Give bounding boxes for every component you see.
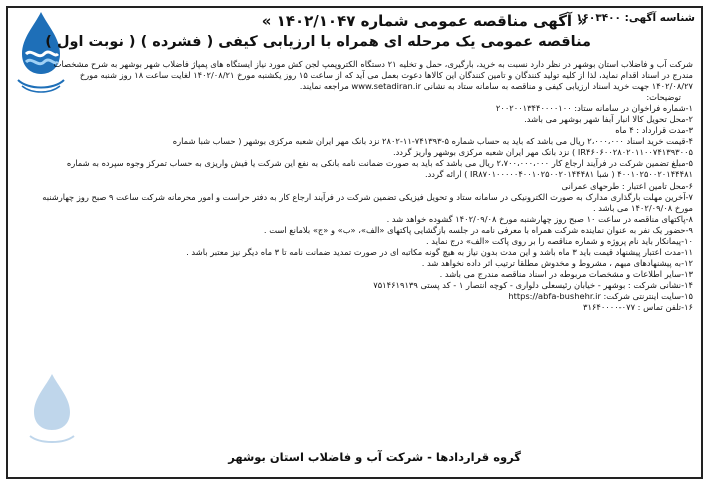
- intro-line: ۱۴۰۲/۰۸/۲۷ جهت خرید اسناد ارزیابی کیفی و مناقصه به سامانه ستاد به نشانی www.setadiran.ir مراجعه نمایند.: [299, 81, 693, 92]
- list-item: ۳-مدت قرارداد : ۴ ماه: [615, 125, 693, 136]
- list-item: ۱۶-تلفن تماس : ۰۷۷-۳۱۶۴۰۰۰۰: [583, 302, 693, 313]
- watermark-logo: [26, 372, 78, 446]
- ad-footer: گروه قراردادها - شرکت آب و فاضلاب استان بوشهر: [228, 450, 521, 464]
- list-item: ۹-حضور یک نفر به عنوان نماینده شرکت همراه با معرفی نامه در جلسه بازگشایی پاکتهای «الف»، «ب» و «ج» بلامانع است .: [263, 224, 693, 235]
- list-item: ۱۲-به پیشنهادهای مبهم ، مشروط و مخدوش مطلقا ترتیب اثر داده نخواهد شد .: [421, 257, 693, 268]
- company-logo: [12, 10, 70, 96]
- list-item: ۶-محل تامین اعتبار : طرحهای عمرانی: [561, 180, 693, 191]
- list-item: مورخ ۱۴۰۲/۰۹/۰۸ می باشد .: [592, 202, 693, 213]
- intro-line: مندرج در اسناد اقدام نماید، لذا از کلیه تولید کنندگان و تامین کنندگان این کالاها دعوت بعمل می آید که از ساعت ۱۵ روز یکشنبه مورخ ۱۴۰۲/۰۸/۲۱ لغایت ساعت ۱۸ روز شنبه مورخ: [79, 70, 693, 81]
- list-item: IR۴۶۰۶۰۰۲۸۰۲۰۱۱۰۰۷۴۱۳۹۳۰۰۵ ) نزد بانک مهر ایران شعبه مرکزی بوشهر واریز گردد.: [392, 147, 693, 158]
- list-item: ۱۰-پیمانکار باید نام پروژه و شماره مناقصه را بر روی پاکت «الف» درج نماید .: [425, 235, 693, 246]
- intro-line: شرکت آب و فاضلاب استان بوشهر در نظر دارد نسبت به خرید، بارگیری، حمل و تخلیه ۲۱ دستگاه الکتروپمپ لجن کش مورد نیاز ایستگاه های پمپاژ فاضلاب شهر بوشهر به شرح مشخصات: [53, 59, 693, 69]
- notes-heading: توضیحات:: [646, 92, 681, 103]
- list-item: ۲-محل تحویل کالا انبار آبفا شهر بوشهر می باشد.: [524, 114, 693, 125]
- list-item: ۷-آخرین مهلت بارگذاری مدارک به صورت الکترونیکی در سامانه ستاد و تحویل فیزیکی تضمین شرکت در فرآیند ارجاع کار به دفتر حراست و امور محرمانه شرکت ساعت ۹ صبح روز چهارشنبه: [42, 191, 693, 202]
- ad-id: شناسه آگهی: ۱۶۰۳۴۰۰: [576, 12, 695, 24]
- list-item: ۵-مبلغ تضمین شرکت در فرآیند ارجاع کار ۲،۷۰۰،۰۰۰،۰۰۰ ریال می باشد که باید به صورت ضمانت نامه بانکی به نفع این شرکت یا فیش واریزی به حساب تمرکز وجوه سپرده به شماره: [66, 158, 693, 169]
- list-item: ۱۳-سایر اطلاعات و مشخصات مربوطه در اسناد مناقصه مندرج می باشد .: [439, 268, 693, 279]
- list-item: ۴۰۰۱۰۲۵۰۰۲۰۱۴۴۴۸۱ ( شبا IR۸۷۰۱۰۰۰۰۰۴۰۰۱۰۲۵۰۰۲۰۱۴۴۴۸۱ ) ارائه گردد.: [424, 169, 693, 180]
- list-item: ۱۴-نشانی شرکت : بوشهر - خیابان رئیسعلی دلواری - کوچه انتصار ۱ - کد پستی ۷۵۱۴۶۱۹۱۳۹: [373, 279, 693, 290]
- list-item: ۱۵-سایت اینترنتی شرکت: https://abfa-bushehr.ir: [508, 290, 693, 301]
- ad-body: [42, 59, 693, 313]
- list-item: ۴-قیمت خرید اسناد ۲،۰۰۰،۰۰۰ ریال می باشد که باید به حساب شماره ۵-۷۴۱۳۹۳-۱۱-۲۸۰۲ نزد بانک مهر ایران شعبه مرکزی بوشهر ( حساب شبا شماره: [172, 136, 693, 147]
- ad-subtitle: مناقصه عمومی یک مرحله ای همراه با ارزیابی کیفی ( فشرده ) ( نوبت اول ): [45, 34, 591, 50]
- list-item: ۸-پاکتهای مناقصه در ساعت ۱۰ صبح روز چهارشنبه مورخ ۱۴۰۲/۰۹/۰۸ گشوده خواهد شد .: [386, 213, 693, 224]
- list-item: ۱-شماره فراخوان در سامانه ستاد: ۲۰۰۲۰۰۱۳۴۴۰۰۰۰۱۰۰: [495, 103, 693, 114]
- ad-title: « آگهی مناقصه عمومی شماره ۱۴۰۲/۱۰۴۷ »: [261, 12, 587, 30]
- list-item: ۱۱-مدت اعتبار پیشنهاد قیمت باید ۳ ماه باشد و این مدت بدون نیاز به هیچ گونه مکاتبه ای در صورت تمدید ضمانت نامه تا ۳ ماه دیگر نیز معتبر باشد .: [186, 246, 693, 257]
